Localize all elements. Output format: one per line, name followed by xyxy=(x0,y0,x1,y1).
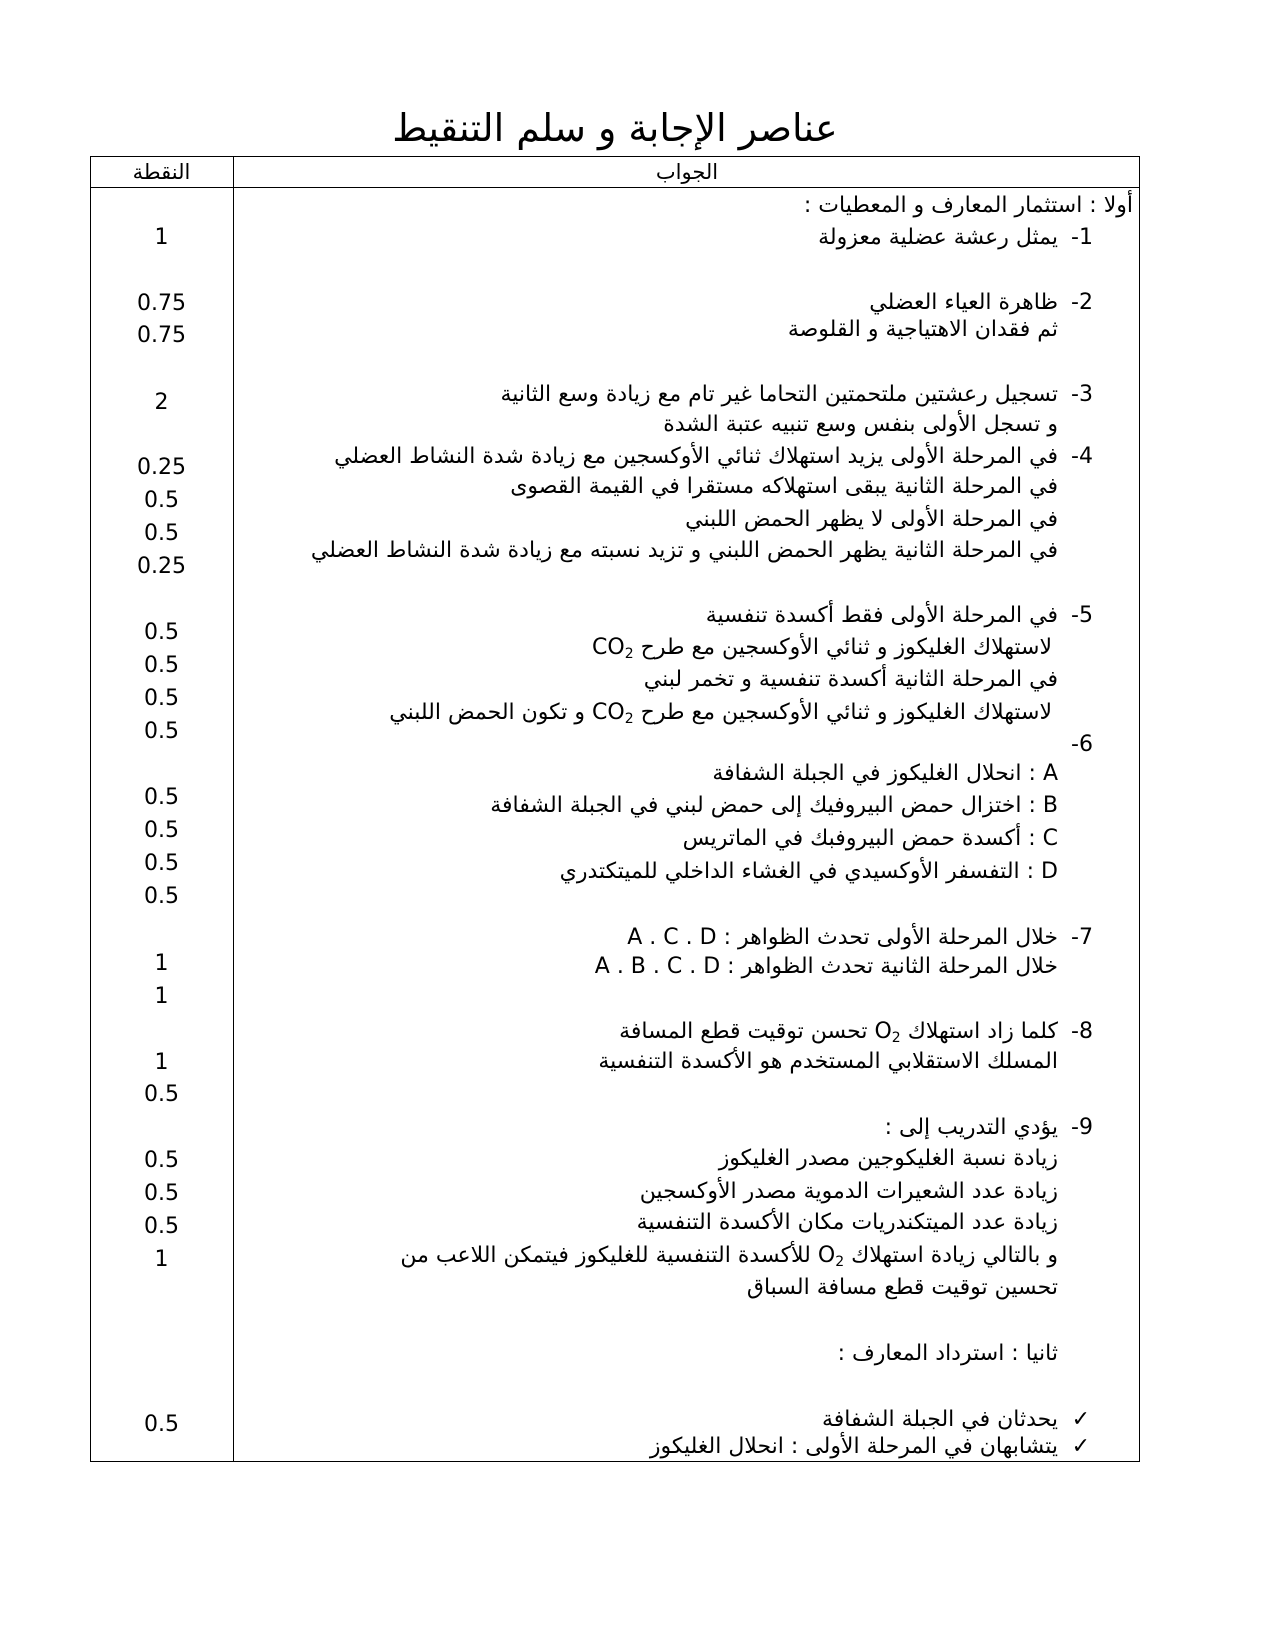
answer-line: و تسجل الأولى بنفس وسع تنبيه عتبة الشدة xyxy=(663,412,1058,437)
answer-line xyxy=(389,697,1052,729)
answer-line: في المرحلة الأولى لا يظهر الحمض اللبني xyxy=(685,507,1058,532)
answer-line: خلال المرحلة الأولى تحدث الظواهر : A . C . D xyxy=(627,925,1058,950)
answer-line: يؤدي التدريب إلى : xyxy=(884,1115,1058,1140)
answer-line: B : اختزال حمض البيروفيك إلى حمض لبني في الجبلة الشفافة xyxy=(490,793,1058,818)
score-value: 0.5 xyxy=(144,851,179,876)
section-heading: أولا : استثمار المعارف و المعطيات : xyxy=(803,193,1133,218)
phenomenon-letter: A xyxy=(1042,761,1058,786)
check-icon: ✓ xyxy=(1071,1434,1090,1459)
phenomenon-letter: D xyxy=(1041,859,1058,884)
score-value: 0.5 xyxy=(144,653,179,678)
answer-text: لاستهلاك الغليكوز و ثنائي الأوكسجين مع طرح xyxy=(640,635,1052,660)
answer-line: تسجيل رعشتين ملتحمتين التحاما غير تام مع زيادة وسع الثانية xyxy=(500,382,1058,407)
answer-line: يتشابهان في المرحلة الأولى : انحلال الغليكوز xyxy=(649,1434,1058,1459)
table-header-divider xyxy=(90,187,1140,188)
score-value: 0.25 xyxy=(137,554,186,579)
score-value: 1 xyxy=(154,1050,169,1075)
score-value: 1 xyxy=(154,984,169,1009)
score-value: 0.5 xyxy=(144,1148,179,1173)
score-value: 0.5 xyxy=(144,785,179,810)
score-value: 0.5 xyxy=(144,488,179,513)
answer-line: ثم فقدان الاهتياجية و القلوصة xyxy=(787,317,1058,342)
chemical-formula: $CO_2$ xyxy=(592,700,634,727)
answer-line: في المرحلة الثانية أكسدة تنفسية و تخمر لبني xyxy=(643,667,1058,692)
score-value: 0.5 xyxy=(144,884,179,909)
answer-line: خلال المرحلة الثانية تحدث الظواهر : A . B . C . D xyxy=(594,954,1058,979)
score-value: 0.5 xyxy=(144,1214,179,1239)
question-number: 2- xyxy=(1071,290,1093,315)
score-value: 1 xyxy=(154,225,169,250)
score-value: 1 xyxy=(154,1247,169,1272)
answer-column-header: الجواب xyxy=(655,160,719,184)
score-value: 0.5 xyxy=(144,1082,179,1107)
answer-line: C : أكسدة حمض البيروفبك في الماتريس xyxy=(682,826,1058,851)
phenomenon-letter: B xyxy=(1042,793,1058,818)
question-number: 7- xyxy=(1071,925,1093,950)
answer-line: في المرحلة الثانية يبقى استهلاكه مستقرا في القيمة القصوى xyxy=(510,474,1058,499)
answer-line: تحسين توقيت قطع مسافة السباق xyxy=(746,1275,1058,1300)
phenomena-sequence: A . B . C . D xyxy=(594,954,721,979)
question-number: 8- xyxy=(1071,1019,1093,1044)
score-value: 2 xyxy=(154,390,169,415)
question-number: 6- xyxy=(1071,732,1093,757)
answer-line: D : التفسفر الأوكسيدي في الغشاء الداخلي للميتكتدري xyxy=(559,859,1058,884)
answer-line: و بالتالي زيادة استهلاك $O_2$ للأكسدة التنفسية للغليكوز فيتمكن اللاعب من xyxy=(400,1243,1058,1270)
answer-line: زيادة عدد الشعيرات الدموية مصدر الأوكسجين xyxy=(639,1179,1058,1204)
question-number: 9- xyxy=(1071,1115,1093,1140)
question-number: 1- xyxy=(1071,225,1093,250)
check-icon: ✓ xyxy=(1071,1407,1090,1432)
score-value: 0.75 xyxy=(137,323,186,348)
score-value: 0.5 xyxy=(144,818,179,843)
table-column-divider xyxy=(233,156,234,1462)
score-value: 1 xyxy=(154,951,169,976)
page-title: عناصر الإجابة و سلم التنقيط xyxy=(392,106,838,150)
question-number: 3- xyxy=(1071,382,1093,407)
phenomenon-letter: C xyxy=(1042,826,1058,851)
phenomena-sequence: A . C . D xyxy=(627,925,717,950)
answer-line: في المرحلة الأولى فقط أكسدة تنفسية xyxy=(705,603,1058,628)
score-value: 0.5 xyxy=(144,620,179,645)
score-value: 0.25 xyxy=(137,455,186,480)
question-number: 4- xyxy=(1071,444,1093,469)
answer-line xyxy=(592,632,1052,664)
answer-line: A : انحلال الغليكوز في الجبلة الشفافة xyxy=(712,761,1058,786)
answer-line: كلما زاد استهلاك $O_2$ تحسن توقيت قطع المسافة xyxy=(619,1019,1058,1046)
chemical-formula: $CO_2$ xyxy=(592,635,634,662)
answer-line: زيادة عدد الميتكندريات مكان الأكسدة التنفسية xyxy=(636,1210,1058,1235)
chemical-formula: $O_2$ xyxy=(817,1243,845,1270)
score-value: 0.5 xyxy=(144,719,179,744)
score-value: 0.5 xyxy=(144,686,179,711)
section-heading: ثانيا : استرداد المعارف : xyxy=(837,1341,1058,1366)
answer-text: لاستهلاك الغليكوز و ثنائي الأوكسجين مع طرح xyxy=(640,700,1052,725)
score-value: 0.5 xyxy=(144,521,179,546)
answer-line: المسلك الاستقلابي المستخدم هو الأكسدة التنفسية xyxy=(598,1049,1058,1074)
answer-line: يمثل رعشة عضلية معزولة xyxy=(818,225,1058,250)
score-value: 0.75 xyxy=(137,291,186,316)
score-value: 0.5 xyxy=(144,1412,179,1437)
answer-text: و تكون الحمض اللبني xyxy=(389,700,586,725)
answer-line: زيادة نسبة الغليكوجين مصدر الغليكوز xyxy=(718,1146,1058,1171)
score-column-header: النقطة xyxy=(132,160,191,184)
score-value: 0.5 xyxy=(144,1181,179,1206)
chemical-formula: $O_2$ xyxy=(874,1019,901,1046)
answer-line: ظاهرة العياء العضلي xyxy=(869,290,1058,315)
answer-line: يحدثان في الجبلة الشفافة xyxy=(821,1407,1058,1432)
answer-line: في المرحلة الأولى يزيد استهلاك ثنائي الأوكسجين مع زيادة شدة النشاط العضلي xyxy=(334,444,1058,469)
question-number: 5- xyxy=(1071,603,1093,628)
answer-line: في المرحلة الثانية يظهر الحمض اللبني و تزيد نسبته مع زيادة شدة النشاط العضلي xyxy=(310,538,1058,563)
